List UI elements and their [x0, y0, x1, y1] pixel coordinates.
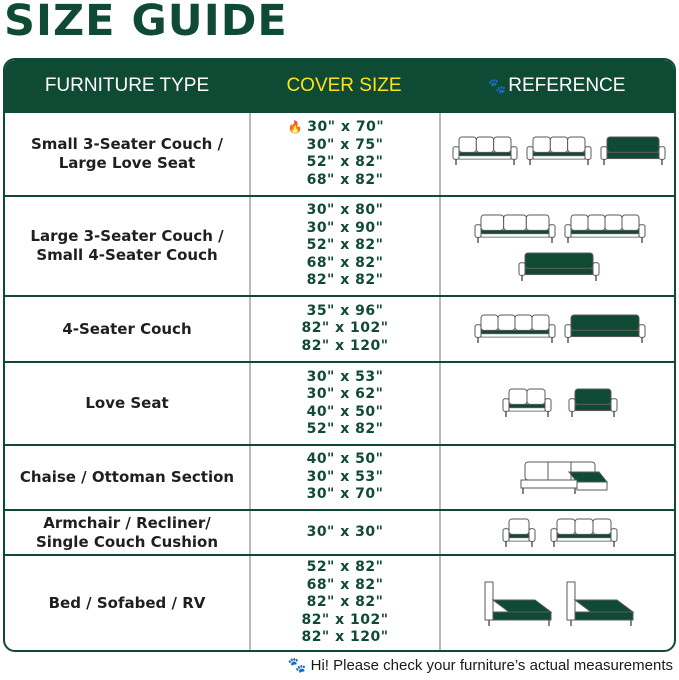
paw-icon: 🐾: [287, 657, 307, 674]
paw-icon: 🐾: [487, 78, 507, 95]
cover-sizes: [251, 297, 439, 361]
sofa-icon: [565, 315, 645, 343]
header-reference-label: REFERENCE: [508, 75, 626, 96]
reference-illustration: [441, 363, 674, 444]
cover-sizes: [251, 197, 439, 295]
footnote-text: Hi! Please check your furniture’s actual measurements: [310, 657, 673, 674]
reference-illustration: [441, 511, 674, 554]
cover-size-value: 30" x 30": [306, 523, 384, 540]
cover-size-value: 68" x 82": [306, 576, 384, 593]
fire-icon: 🔥: [287, 120, 304, 134]
reference-illustration: [441, 297, 674, 361]
cover-sizes: [251, 556, 439, 650]
cover-size-value: 30" x 62": [306, 386, 384, 402]
table-row: [5, 195, 674, 295]
cover-size-value: 🔥 30" x 70": [287, 119, 385, 135]
furniture-illustration: [441, 363, 674, 446]
cover-size-value: 82" x 120": [301, 337, 389, 354]
sofa-icon: [527, 137, 591, 165]
table-row: [5, 509, 674, 554]
furniture-type: Bed / Sofabed / RV: [48, 593, 206, 612]
furniture-illustration: [441, 197, 674, 297]
sofa-icon: [503, 519, 535, 547]
sofa-icon: [551, 519, 617, 547]
cover-sizes: [251, 363, 439, 444]
cover-size-value: 30" x 90": [306, 219, 384, 236]
cover-sizes: [251, 511, 439, 554]
header-reference: [439, 60, 674, 111]
page-title: SIZE GUIDE: [4, 0, 288, 46]
cover-size-value: 30" x 53": [306, 468, 384, 485]
footnote: [288, 656, 673, 674]
cover-size-value: 52" x 82": [306, 237, 384, 254]
table-row: [5, 361, 674, 444]
table-row: [5, 444, 674, 509]
sofa-icon: [519, 253, 599, 281]
sofa-icon: [503, 389, 551, 417]
cover-size-value: 30" x 70": [306, 486, 384, 503]
cover-size-value: 52" x 82": [306, 421, 384, 437]
sectional-sofa-icon: [521, 462, 607, 494]
reference-illustration: [441, 556, 674, 650]
cover-sizes: [251, 113, 439, 195]
cover-size-value: 82" x 82": [306, 272, 384, 289]
furniture-type: Large 3-Seater Couch / Small 4-Seater Couch: [30, 227, 224, 264]
furniture-illustration: [441, 446, 674, 511]
cover-size-value: 52" x 82": [306, 559, 384, 576]
furniture-type: Chaise / Ottoman Section: [19, 468, 235, 486]
cover-size-value: 30" x 53": [306, 368, 384, 385]
reference-illustration: [441, 113, 674, 195]
table-row: [5, 111, 674, 195]
header-cover-size: COVER SIZE: [286, 75, 402, 96]
furniture-type: 4-Seater Couch: [62, 319, 192, 338]
furniture-illustration: [441, 297, 674, 363]
sofa-icon: [601, 137, 665, 165]
cover-size-value: 30" x 75": [306, 136, 384, 153]
cover-size-value: 82" x 120": [301, 629, 389, 646]
furniture-illustration: [441, 113, 674, 197]
reference-illustration: [441, 446, 674, 509]
cover-size-value: 68" x 82": [306, 171, 384, 188]
sofa-icon: [569, 389, 617, 417]
sofa-icon: [565, 215, 645, 243]
table-header: [5, 60, 674, 111]
furniture-type: Love Seat: [85, 394, 169, 412]
cover-size-value: 40" x 50": [306, 451, 384, 468]
size-guide-table: [3, 58, 676, 652]
cover-size-value: 68" x 82": [306, 254, 384, 271]
cover-size-value: 52" x 82": [306, 154, 384, 170]
cover-sizes: [251, 446, 439, 509]
table-row: [5, 554, 674, 650]
furniture-type: Armchair / Recliner/ Single Couch Cushion: [35, 513, 219, 551]
reference-illustration: [441, 197, 674, 295]
furniture-illustration: [441, 511, 674, 556]
header-furniture-type: FURNITURE TYPE: [44, 75, 210, 96]
cover-size-value: 35" x 96": [306, 302, 384, 319]
bed-icon: [485, 582, 551, 626]
cover-size-value: 82" x 82": [306, 594, 384, 611]
furniture-illustration: [441, 556, 674, 652]
bed-icon: [567, 582, 633, 626]
sofa-icon: [453, 137, 517, 165]
cover-size-value: 82" x 102": [301, 611, 389, 628]
furniture-type: Small 3-Seater Couch / Large Love Seat: [30, 135, 224, 172]
sofa-icon: [475, 315, 555, 343]
table-row: [5, 295, 674, 361]
cover-size-value: 30" x 80": [306, 202, 384, 219]
sofa-icon: [475, 215, 555, 243]
cover-size-value: 40" x 50": [306, 403, 384, 420]
cover-size-value: 82" x 102": [301, 320, 389, 337]
